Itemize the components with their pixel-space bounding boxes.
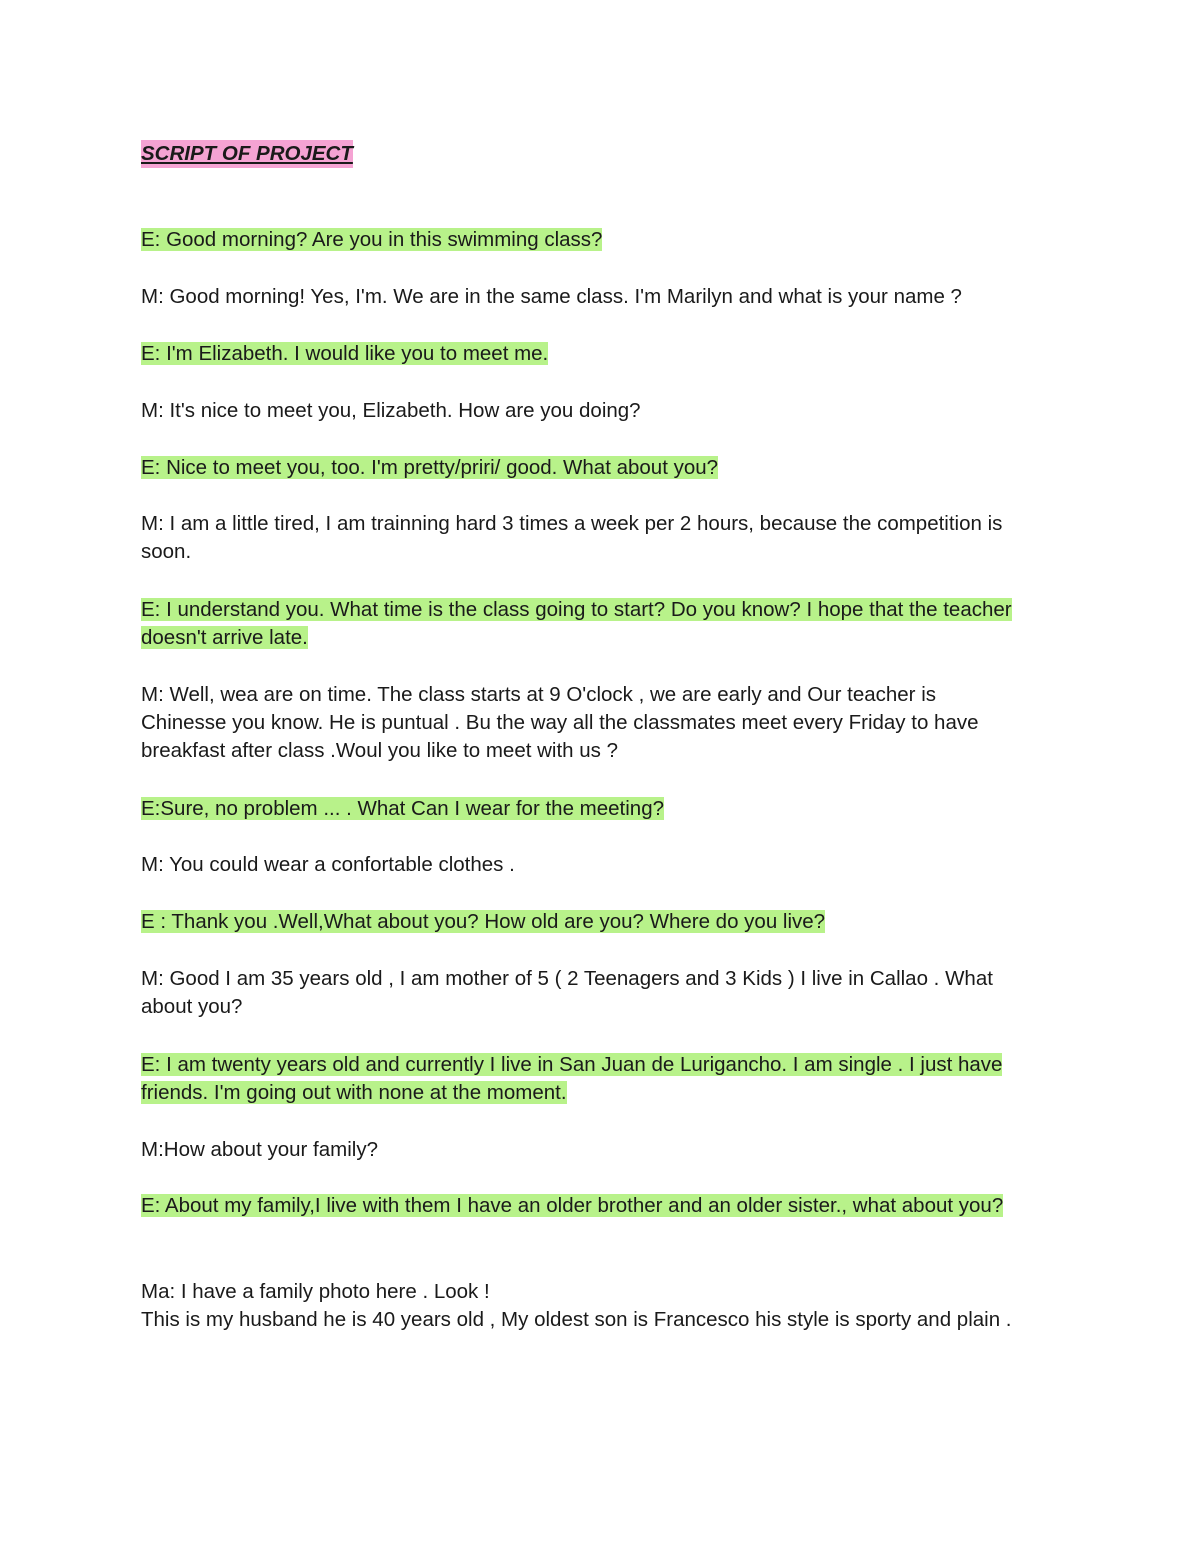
dialogue-line: M: Good I am 35 years old , I am mother of 5 ( 2 Teenagers and 3 Kids ) I live in Callao . What	[141, 967, 993, 990]
dialogue-line: Chinesse you know. He is puntual . Bu the way all the classmates meet every Friday to have	[141, 711, 979, 734]
dialogue-line: soon.	[141, 540, 192, 563]
dialogue-line: about you?	[141, 995, 243, 1018]
dialogue-line: E:Sure, no problem ... . What Can I wear for the meeting?	[141, 797, 665, 820]
dialogue-line: M:How about your family?	[141, 1138, 378, 1161]
dialogue-line: M: Well, wea are on time. The class starts at 9 O'clock , we are early and Our teacher is	[141, 683, 936, 706]
dialogue-line: M: I am a little tired, I am trainning hard 3 times a week per 2 hours, because the competition is	[141, 512, 1003, 535]
dialogue-line: E: I am twenty years old and currently I live in San Juan de Lurigancho. I am single . I just have	[141, 1053, 1003, 1076]
dialogue-line: E : Thank you .Well,What about you? How old are you? Where do you live?	[141, 910, 826, 933]
dialogue-line: E: I'm Elizabeth. I would like you to meet me.	[141, 342, 549, 365]
dialogue-line: E: Nice to meet you, too. I'm pretty/priri/ good. What about you?	[141, 456, 719, 479]
dialogue-line: M: You could wear a confortable clothes .	[141, 853, 515, 876]
dialogue-line: E: About my family,I live with them I have an older brother and an older sister., what about you?	[141, 1194, 1004, 1217]
dialogue-line: breakfast after class .Woul you like to meet with us ?	[141, 739, 619, 762]
dialogue-line: M: Good morning! Yes, I'm. We are in the same class. I'm Marilyn and what is your name ?	[141, 285, 962, 308]
dialogue-line: This is my husband he is 40 years old , My oldest son is Francesco his style is sporty and plain .	[141, 1308, 1012, 1331]
document-title: SCRIPT OF PROJECT	[141, 140, 353, 168]
dialogue-line: M: It's nice to meet you, Elizabeth. How are you doing?	[141, 399, 641, 422]
dialogue-line: friends. I'm going out with none at the moment.	[141, 1081, 567, 1104]
dialogue-line: Ma: I have a family photo here . Look !	[141, 1280, 490, 1303]
dialogue-line: doesn't arrive late.	[141, 626, 308, 649]
dialogue-line: E: I understand you. What time is the class going to start? Do you know? I hope that the teacher	[141, 598, 1012, 621]
dialogue-line: E: Good morning? Are you in this swimming class?	[141, 228, 603, 251]
